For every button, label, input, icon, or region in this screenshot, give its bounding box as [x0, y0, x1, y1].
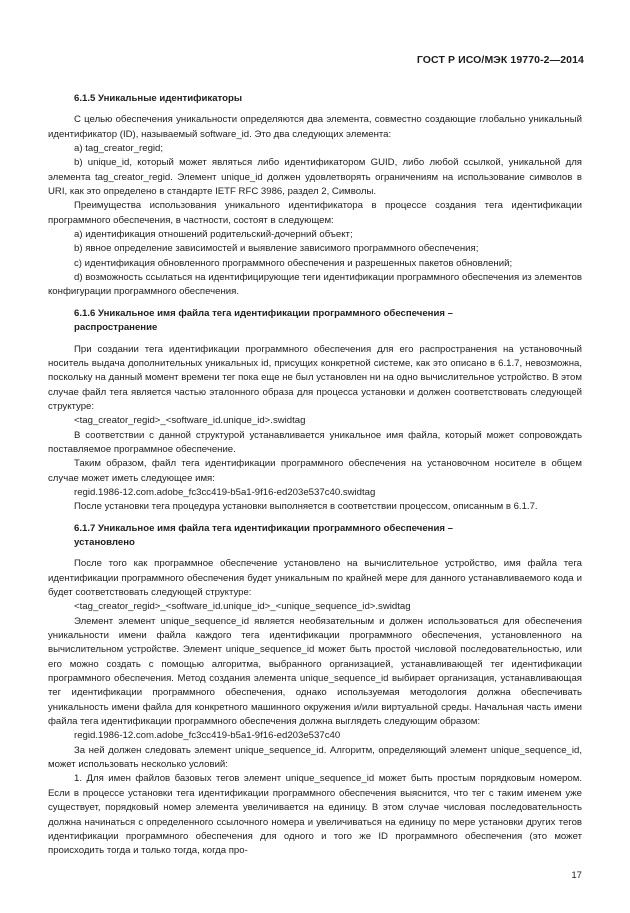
filename-example: regid.1986-12.com.adobe_fc3cc419-b5a1-9f16-ed203e537c40: [74, 730, 341, 742]
paragraph: С целью обеспечения уникальности определяются два элемента, совместно создающие глобально уникальный идентификатор (ID), называемый software_id. Это два следующих элемента:: [48, 114, 582, 140]
paragraph: Элемент элемент unique_sequence_id является необязательным и должен использоваться для обеспечения уникальности имени файла каждого тега идентификации программного обеспечения, установленного на вычислительном устройстве. Элемент unique_sequence_id может быть простой числовой последовательностью, или его можно создать с помощью алгоритма, выбранного организацией, устанавливающей тег идентификации программного обеспечения. Метод создания элемента unique_sequence_id выбирает организация, устанавливающая тег идентификации программного обеспечения, однако используемая методология должна обеспечивать уникальность имени файла для конкретного машинного окружения и/или виртуальной среды. Начальная часть имени файла тега идентификации программного обеспечения должна выглядеть следующим образом:: [48, 615, 582, 728]
section-6-1-7-heading: [48, 522, 582, 551]
list-item: a) идентификация отношений родительский-дочерний объект;: [74, 229, 353, 241]
filename-structure: <tag_creator_regid>_<software_id.unique_id>_<unique_sequence_id>.swidtag: [74, 601, 411, 613]
paragraph: 1. Для имен файлов базовых тегов элемент unique_sequence_id может быть простым порядковым номером. Если в процессе установки тега идентификации программного обеспечения выяснится, что тег с таким именем уже существует, порядковый номер элемента увеличивается на единицу. В этом случае числовая последовательность должна начинаться с определенного ссылочного номера и увеличиваться на единицу по мере установки других тегов идентификации программного обеспечения для одного и того же ID программного обеспечения (это может происходить тогда и только тогда, когда про-: [48, 773, 582, 857]
filename-example: regid.1986-12.com.adobe_fc3cc419-b5a1-9f16-ed203e537c40.swidtag: [74, 486, 376, 498]
paragraph: После установки тега процедура установки выполняется в соответствии процессом, описанным в 6.1.7.: [74, 501, 538, 513]
filename-structure: <tag_creator_regid>_<software_id.unique_id>.swidtag: [74, 415, 306, 427]
list-item: d) возможность ссылаться на идентифицирующие теги идентификации программного обеспечения из элементов конфигурации программного обеспечения.: [48, 272, 582, 298]
heading-line: установлено: [74, 536, 135, 548]
paragraph: При создании тега идентификации программного обеспечения для его распространения на установочный носитель выдача дополнительных уникальных id, присущих конкретной системе, как это описано в 6.1.7, невозможна, поскольку на данный момент времени тег пока еще не был установлен ни на одно вычислительное устройство. В этом случае файл тега является частью эталонного образа для процесса установки и должен соответствовать следующей структуре:: [48, 343, 582, 412]
page-content: [48, 92, 582, 859]
page-number: 17: [571, 870, 582, 881]
list-item: b) явное определение зависимостей и выявление зависимого программного обеспечения;: [74, 243, 479, 255]
heading-line: 6.1.7 Уникальное имя файла тега идентификации программного обеспечения –: [74, 522, 453, 534]
paragraph: После того как программное обеспечение установлено на вычислительное устройство, имя файла тега идентификации программного обеспечения будет уникальным по крайней мере для данного устанавливаемого кода и будет соответствовать следующей структуре:: [48, 558, 582, 598]
paragraph: Таким образом, файл тега идентификации программного обеспечения на установочном носителе в общем случае может иметь следующее имя:: [48, 458, 582, 484]
standard-header: ГОСТ Р ИСО/МЭК 19770-2—2014: [416, 54, 584, 66]
paragraph: В соответствии с данной структурой устанавливается уникальное имя файла, который может сопровождать поставляемое программное обеспечение.: [48, 429, 582, 455]
list-item: b) unique_id, который может являться либо идентификатором GUID, либо любой ссылкой, уникальной для элемента tag_creator_regid. Элемент unique_id должен удовлетворять ограничениям на использование символов в URI, как это определено в стандарте IETF RFC 3986, раздел 2, Символы.: [48, 157, 582, 198]
list-item: c) идентификация обновленного программного обеспечения и разрешенных пакетов обновлений;: [74, 257, 513, 269]
paragraph: За ней должен следовать элемент unique_sequence_id. Алгоритм, определяющий элемент unique_sequence_id, может использовать несколько условий:: [48, 744, 582, 771]
list-item: a) tag_creator_regid;: [74, 143, 164, 155]
heading-line: 6.1.6 Уникальное имя файла тега идентификации программного обеспечения –: [74, 307, 453, 319]
paragraph: Преимущества использования уникального идентификатора в процессе создания тега идентификации программного обеспечения, в частности, состоят в следующем:: [48, 200, 582, 226]
section-6-1-6-heading: [48, 307, 582, 336]
section-6-1-5-heading: 6.1.5 Уникальные идентификаторы: [74, 93, 243, 104]
heading-line: распространение: [74, 322, 158, 334]
